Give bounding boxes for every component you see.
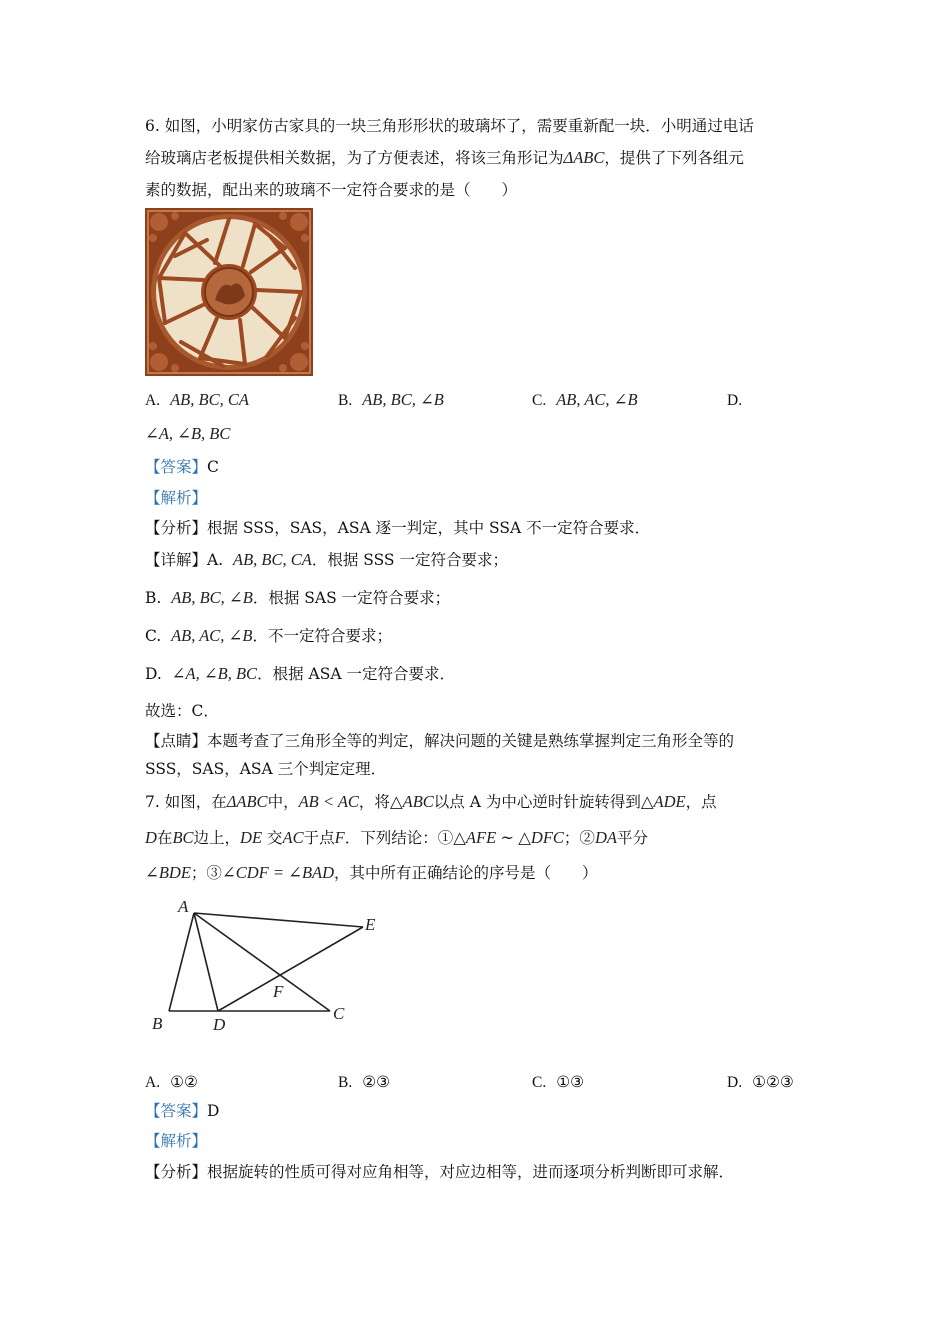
- q6-detail-c: C. AB, AC, ∠B．不一定符合要求；: [145, 626, 392, 645]
- q7-answer: [145, 1100, 219, 1122]
- point-label-f: F: [273, 982, 284, 1001]
- q6-fenxi: 【分析】根据 SSS，SAS，ASA 逐一判定，其中 SSA 不一定符合要求．: [145, 519, 651, 537]
- q6-option-b[interactable]: B. AB, BC, ∠B: [338, 390, 444, 409]
- q6-stem-text: ，提供了下列各组元: [604, 149, 744, 167]
- q6-dianjing-line1: 【点睛】本题考查了三角形全等的判定，解决问题的关键是熟练掌握判定三角形全等的: [145, 732, 735, 750]
- q7-option-d[interactable]: D. ①②③: [727, 1073, 794, 1091]
- q6-option-d-label[interactable]: D.: [727, 392, 743, 409]
- q7-option-a[interactable]: A. ①②: [145, 1073, 198, 1091]
- q7-analysis-tag: 【解析】: [145, 1132, 208, 1150]
- q7-option-c[interactable]: C. ①③: [532, 1073, 585, 1091]
- q6-stem-line3: 素的数据，配出来的玻璃不一定符合要求的是（ ）: [145, 181, 518, 199]
- q6-option-c[interactable]: C. AB, AC, ∠B: [532, 390, 638, 409]
- q6-detail-d: D. ∠A, ∠B, BC．根据 ASA 一定符合要求．: [145, 664, 455, 683]
- q7-geometry-figure: [145, 893, 395, 1038]
- q6-answer: [145, 456, 219, 478]
- q6-detail-a: 【详解】A. AB, BC, CA．根据 SSS 一定符合要求；: [145, 550, 508, 569]
- q6-detail-b: B. AB, BC, ∠B．根据 SAS 一定符合要求；: [145, 588, 451, 607]
- q6-stem-line2: [145, 147, 744, 169]
- point-label-a: A: [178, 897, 189, 916]
- answer-value: D: [207, 1102, 220, 1120]
- q6-conclusion: 故选：C．: [145, 702, 219, 720]
- furniture-photo: [145, 208, 313, 376]
- q6-analysis-tag: 【解析】: [145, 489, 208, 507]
- point-label-d: D: [213, 1015, 226, 1034]
- q6-stem-line1: 6. 如图，小明家仿古家具的一块三角形形状的玻璃坏了，需要重新配一块．小明通过电话: [145, 117, 754, 135]
- q7-option-b[interactable]: B. ②③: [338, 1073, 391, 1091]
- q7-stem-line1: 7. 如图，在ΔABC中，AB < AC，将△ABC以点 A 为中心逆时针旋转得到△ADE，点: [145, 792, 717, 811]
- segment-ae: [194, 913, 363, 927]
- answer-value: C: [207, 458, 219, 476]
- q6-triangle-symbol: ΔABC: [563, 148, 605, 167]
- q6-option-d-value[interactable]: ∠A, ∠B, BC: [145, 424, 231, 443]
- q6-option-a[interactable]: A. AB, BC, CA: [145, 390, 249, 409]
- q7-stem-line3: ∠BDE；③∠CDF = ∠BAD，其中所有正确结论的序号是（ ）: [145, 863, 598, 882]
- answer-tag: 【答案】: [145, 458, 208, 476]
- q7-fenxi: 【分析】根据旋转的性质可得对应角相等，对应边相等，进而逐项分析判断即可求解．: [145, 1163, 735, 1181]
- answer-tag: 【答案】: [145, 1102, 208, 1120]
- segment-de: [218, 927, 363, 1011]
- q7-stem-line2: D在BC边上，DE 交AC于点F．下列结论：①△AFE ∼ △DFC；②DA平分: [145, 828, 648, 847]
- q6-stem-text: 给玻璃店老板提供相关数据，为了方便表述，将该三角形记为: [145, 149, 564, 167]
- q6-dianjing-line2: SSS，SAS，ASA 三个判定定理．: [145, 760, 387, 778]
- segment-ab: [169, 913, 194, 1011]
- point-label-c: C: [333, 1004, 345, 1023]
- point-label-e: E: [365, 915, 376, 934]
- point-label-b: B: [152, 1014, 163, 1033]
